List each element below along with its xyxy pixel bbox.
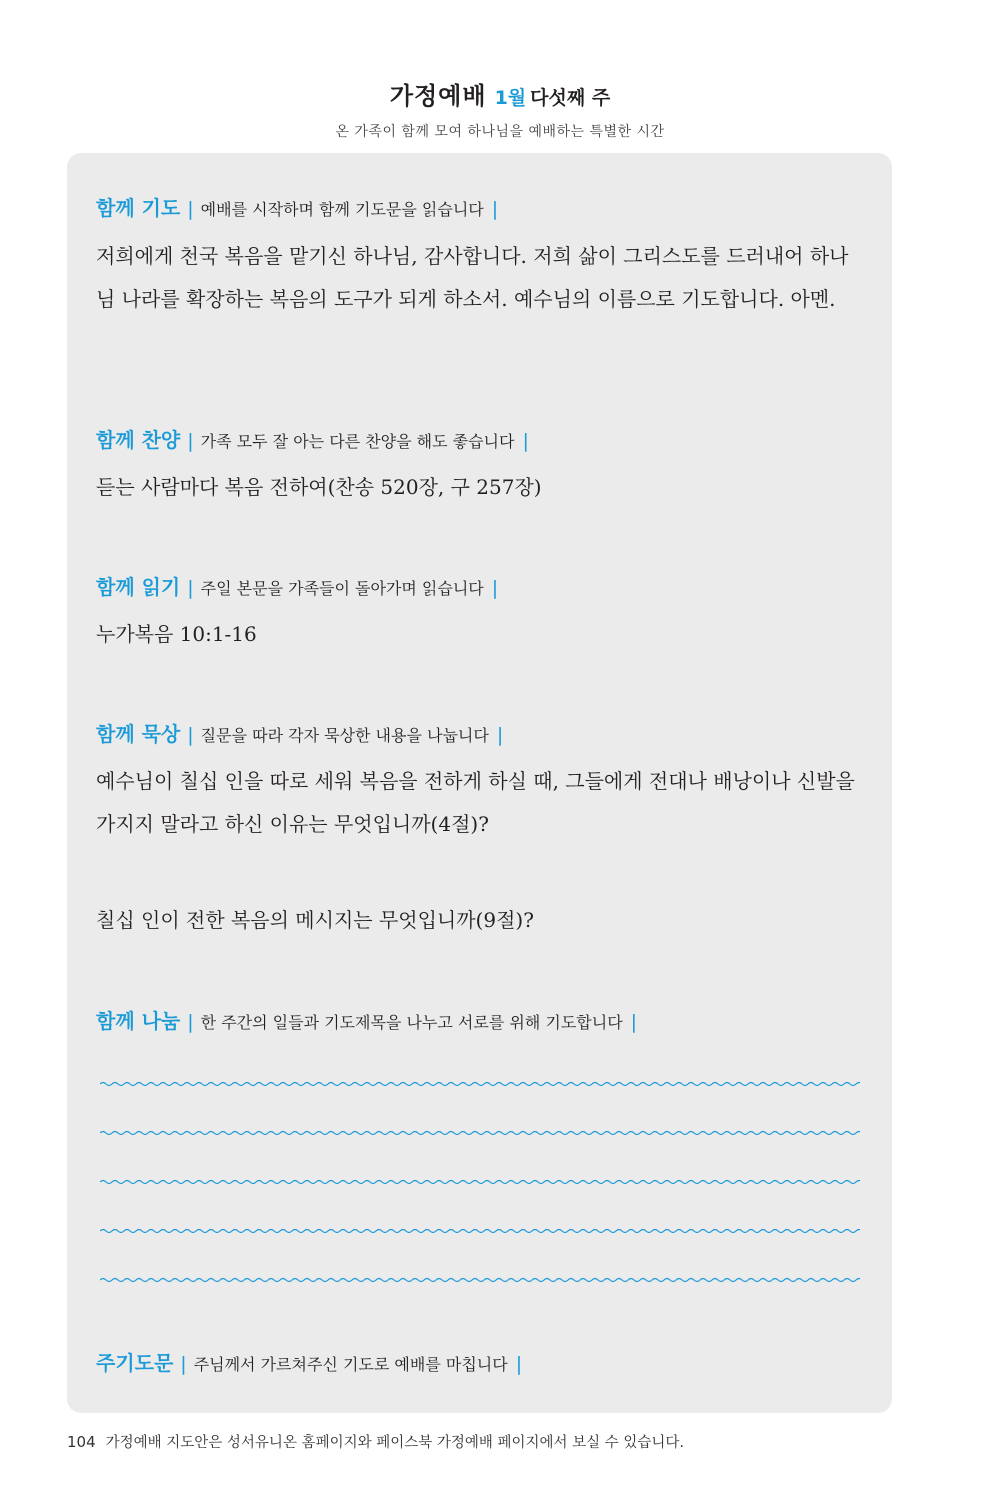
section-label: 함께 묵상	[96, 722, 181, 746]
writing-line[interactable]	[100, 1128, 860, 1138]
section-label: 함께 찬양	[96, 428, 181, 452]
divider-bar: |	[522, 430, 529, 452]
footer-text: 가정예배 지도안은 성서유니온 홈페이지와 페이스북 가정예배 페이지에서 보실 수 있습니다.	[105, 1435, 684, 1451]
divider-bar: |	[491, 577, 499, 599]
divider-bar: |	[496, 724, 504, 746]
divider-bar: |	[515, 1353, 523, 1375]
prayer-text: 저희에게 천국 복음을 맡기신 하나님, 감사합니다. 저희 삶이 그리스도를 드러내어 하나님 나라를 확장하는 복음의 도구가 되게 하소서. 예수님의 이름으로 기도합니다. 아멘.	[96, 244, 849, 311]
reading-text: 누가복음 10:1-16	[96, 622, 257, 646]
meditation-question-1: 예수님이 칠십 인을 따로 세워 복음을 전하게 하실 때, 그들에게 전대나 배낭이나 신발을 가지지 말라고 하신 이유는 무엇입니까(4절)?	[96, 769, 855, 836]
page-header	[0, 76, 1000, 111]
divider-bar: |	[187, 1011, 194, 1033]
section-lords-prayer-heading	[96, 1347, 522, 1376]
writing-line[interactable]	[100, 1177, 860, 1187]
page-subtitle: 온 가족이 함께 모여 하나님을 예배하는 특별한 시간	[335, 124, 665, 140]
page-number: 104	[67, 1433, 96, 1451]
page-footer	[67, 1431, 684, 1452]
section-label: 주기도문	[96, 1351, 174, 1375]
section-note: 주님께서 가르쳐주신 기도로 예배를 마칩니다	[193, 1355, 508, 1374]
section-note: 가족 모두 잘 아는 다른 찬양을 해도 좋습니다	[200, 432, 515, 451]
divider-bar: |	[187, 577, 194, 599]
month-label: 1월	[494, 87, 527, 109]
writing-line[interactable]	[100, 1275, 860, 1285]
writing-line[interactable]	[100, 1079, 860, 1089]
divider-bar: |	[630, 1011, 638, 1033]
section-note: 질문을 따라 각자 묵상한 내용을 나눕니다	[200, 726, 489, 745]
section-meditation-heading	[96, 718, 503, 747]
meditation-question-2: 칠십 인이 전한 복음의 메시지는 무엇입니까(9절)?	[96, 908, 534, 932]
divider-bar: |	[187, 724, 194, 746]
praise-text: 듣는 사람마다 복음 전하여(찬송 520장, 구 257장)	[96, 475, 542, 499]
section-note: 예배를 시작하며 함께 기도문을 읽습니다	[200, 200, 484, 219]
section-label: 함께 나눔	[96, 1009, 181, 1033]
section-label: 함께 기도	[96, 196, 181, 220]
section-reading-heading	[96, 571, 498, 600]
writing-line[interactable]	[100, 1226, 860, 1236]
divider-bar: |	[491, 198, 499, 220]
section-praise-heading	[96, 424, 529, 453]
section-note: 한 주간의 일들과 기도제목을 나누고 서로를 위해 기도합니다	[200, 1013, 623, 1032]
divider-bar: |	[180, 1353, 187, 1375]
section-label: 함께 읽기	[96, 575, 181, 599]
divider-bar: |	[187, 198, 194, 220]
week-label: 다섯째 주	[530, 87, 611, 109]
section-sharing-heading	[96, 1005, 637, 1034]
divider-bar: |	[187, 430, 194, 452]
section-note: 주일 본문을 가족들이 돌아가며 읽습니다	[200, 579, 484, 598]
section-prayer-heading	[96, 192, 498, 221]
page-title: 가정예배	[389, 82, 487, 110]
